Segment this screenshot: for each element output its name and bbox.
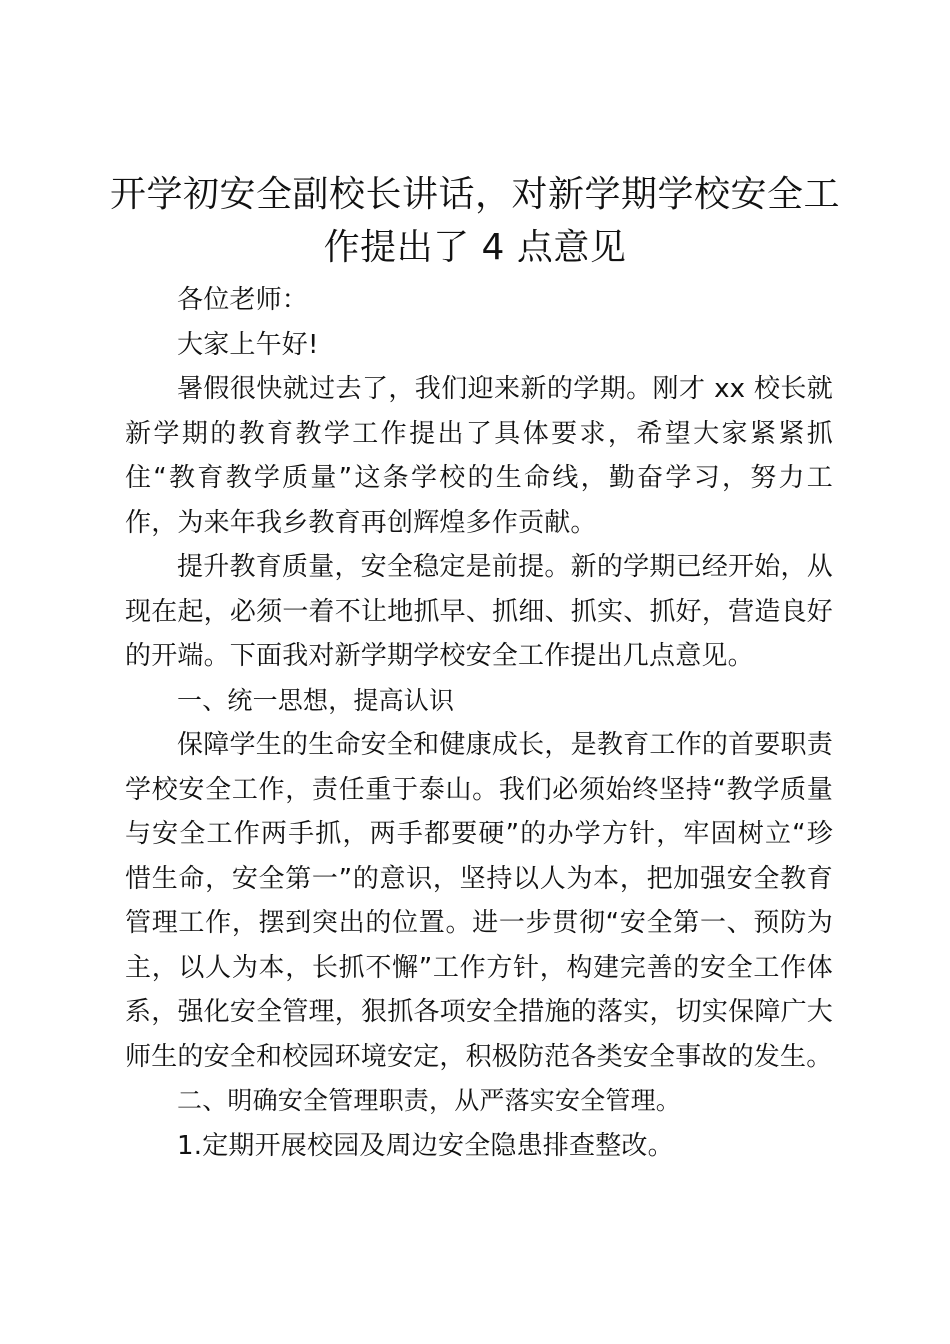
document-title: 开学初安全副校长讲话，对新学期学校安全工作提出了 4 点意见: [109, 174, 840, 268]
salutation-paragraph: 各位老师：: [177, 285, 309, 315]
section-heading-2: 二、明确安全管理职责，从严落实安全管理。: [177, 1086, 682, 1115]
premise-paragraph: 提升教育质量，安全稳定是前提。新的学期已经开始，从现在起，必须一着不让地抓早、抓细、抓实、抓好，营造良好的开端。下面我对新学期学校安全工作提出几点意见。: [125, 552, 833, 671]
document-body: [125, 278, 833, 1168]
section-heading-1: 一、统一思想，提高认识: [177, 685, 455, 715]
greeting-paragraph: 大家上午好!: [177, 329, 319, 360]
intro-paragraph: 暑假很快就过去了，我们迎来新的学期。刚才 xx 校长就新学期的教育教学工作提出了具体要求，希望大家紧紧抓住“教育教学质量”这条学校的生命线，勤奋学习，努力工作，为来年我乡教育再创辉煌多作贡献。: [125, 374, 833, 538]
section-1-paragraph: 保障学生的生命安全和健康成长，是教育工作的首要职责学校安全工作，责任重于泰山。我们必须始终坚持“教学质量与安全工作两手抓，两手都要硬”的办学方针，牢固树立“珍惜生命，安全第一”的意识，坚持以人为本，把加强安全教育管理工作，摆到突出的位置。进一步贯彻“安全第一、预防为主，以人为本，长抓不懈”工作方针，构建完善的安全工作体系，强化安全管理，狠抓各项安全措施的落实，切实保障广大师生的安全和校园环境安定，积极防范各类安全事故的发生。: [125, 730, 833, 1072]
section-2-item-1: 1.定期开展校园及周边安全隐患排查整改。: [177, 1130, 674, 1161]
